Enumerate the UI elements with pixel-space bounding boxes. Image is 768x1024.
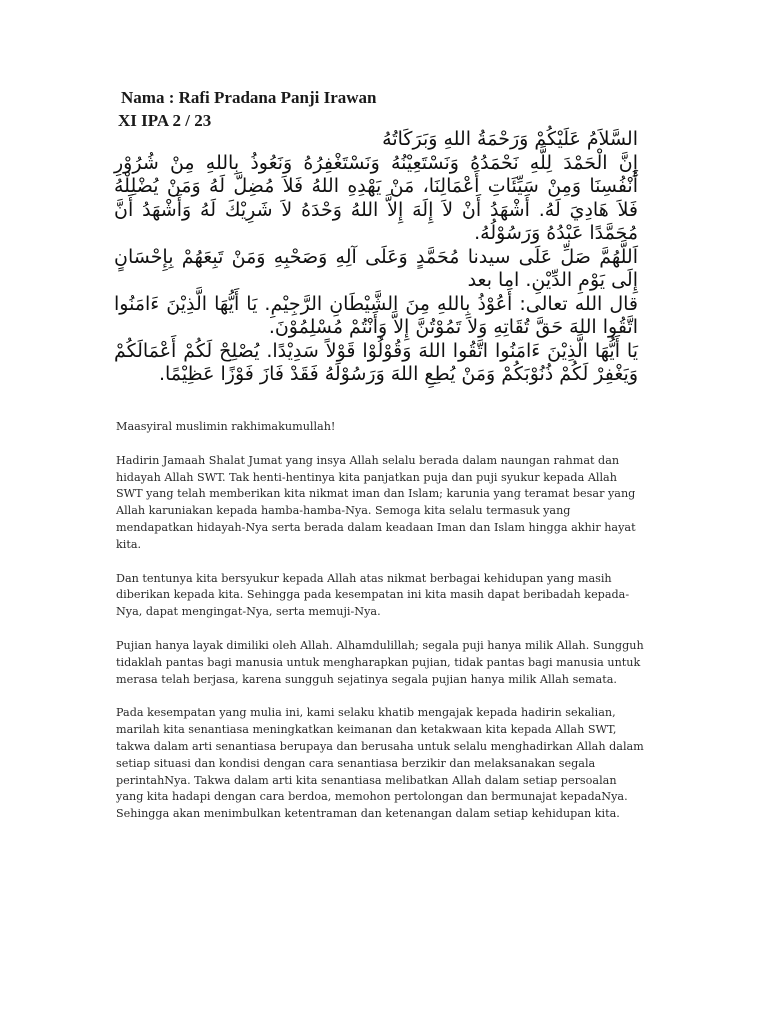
greeting-paragraph: Maasyiral muslimin rakhimakumullah! [116, 420, 336, 433]
body-paragraph: Pujian hanya layak dimiliki oleh Allah. Alhamdulillah; segala puji hanya milik Allah. Sungguh tidaklah pantas bagi manusia untuk mengharapkan pujian, tidak pantas bagi manusia untuk merasa telah berjasa, karena sungguh sejatinya segala pujian hanya milik Allah semata. [116, 638, 644, 686]
arabic-ayat-1: قال الله تعالى: أَعُوْذُ بِاللهِ مِنَ الشَّيْطَانِ الرَّجِيْمِ. يَا أَيُّهَا الَّذِيْنَ ءَامَنُوا اتَّقُوا اللهَ حَقَّ تُقَاتِهِ وَلاَ تَمُوْتُنَّ إِلاَّ وَأَنْتُمْ مُسْلِمُوْنَ. [114, 292, 638, 338]
body-paragraph: Hadirin Jamaah Shalat Jumat yang insya Allah selalu berada dalam naungan rahmat dan hidayah Allah SWT. Tak henti-hentinya kita panjatkan puja dan puji syukur kepada Allah SWT yang telah memberikan kita nikmat iman dan Islam; karunia yang teramat besar yang Allah karuniakan kepada hamba-hamba-Nya. Semoga kita selalu termasuk yang mendapatkan hidayah-Nya serta berada dalam keadaan Iman dan Islam hingga akhir hayat kita. [116, 453, 636, 551]
arabic-opening [114, 128, 638, 387]
arabic-ayat-2: يَا أَيُّهَا الَّذِيْنَ ءَامَنُوا اتَّقُوا اللهَ وَقُوْلُوْا قَوْلاً سَدِيْدًا. يُصْلِحْ لَكُمْ أَعْمَالَكُمْ وَيَغْفِرْ لَكُمْ ذُنُوْبَكُمْ وَمَنْ يُطِعِ اللهَ وَرَسُوْلَهُ فَقَدْ فَازَ فَوْزًا عَظِيْمًا. [114, 339, 638, 385]
arabic-shalawat: اَللَّهُمَّ صَلِّ عَلَى سيدنا مُحَمَّدٍ وَعَلَى آلِهِ وَصَحْبِهِ وَمَنْ تَبِعَهُمْ بِإِحْسَانٍ إِلَى يَوْمِ الدِّيْنِ. اما بعد [114, 245, 638, 291]
student-name: Nama : Rafi Pradana Panji Irawan [121, 88, 377, 107]
body-paragraph: Dan tentunya kita bersyukur kepada Allah atas nikmat berbagai kehidupan yang masih diberikan kepada kita. Sehingga pada kesempatan ini kita masih dapat beribadah kepada-Nya, dapat mengingat-Nya, serta memuji-Nya. [116, 571, 630, 619]
body-paragraph: Pada kesempatan yang mulia ini, kami selaku khatib mengajak kepada hadirin sekalian, marilah kita senantiasa meningkatkan keimanan dan ketakwaan kita kepada Allah SWT, takwa dalam arti senantiasa berupaya dan berusaha untuk selalu menghadirkan Allah dalam setiap situasi dan kondisi dengan cara senantiasa berzikir dan melaksanakan segala perintahNya. Takwa dalam arti kita senantiasa melibatkan Allah dalam setiap persoalan yang kita hadapi dengan cara berdoa, memohon pertolongan dan bermunajat kepadaNya. Sehingga akan menimbulkan ketentraman dan ketenangan dalam setiap kehidupan kita. [116, 706, 644, 821]
student-class: XI IPA 2 / 23 [118, 111, 212, 130]
arabic-muqaddimah: إِنَّ الْحَمْدَ لِلَّهِ نَحْمَدُهُ وَنَسْتَعِيْنُهُ وَنَسْتَغْفِرُهُ وَنَعُوذُ بِاللهِ مِنْ شُرُوْرِ أَنْفُسِنَا وَمِنْ سَيِّئَاتِ أَعْمَالِنَا، مَنْ يَهْدِهِ اللهُ فَلاَ مُضِلَّ لَهُ وَمَنْ يُضْلِلْهُ فَلاَ هَادِيَ لَهُ. أَشْهَدُ أَنْ لاَ إِلَهَ إِلاَّ اللهُ وَحْدَهُ لاَ شَرِيْكَ لَهُ وَأَشْهَدُ أَنَّ مُحَمَّدًا عَبْدُهُ وَرَسُوْلُهُ. [114, 151, 638, 244]
arabic-salam: السَّلاَمُ عَلَيْكُمْ وَرَحْمَةُ اللهِ وَبَرَكَاتُهُ [382, 128, 638, 150]
sermon-body [116, 419, 646, 840]
